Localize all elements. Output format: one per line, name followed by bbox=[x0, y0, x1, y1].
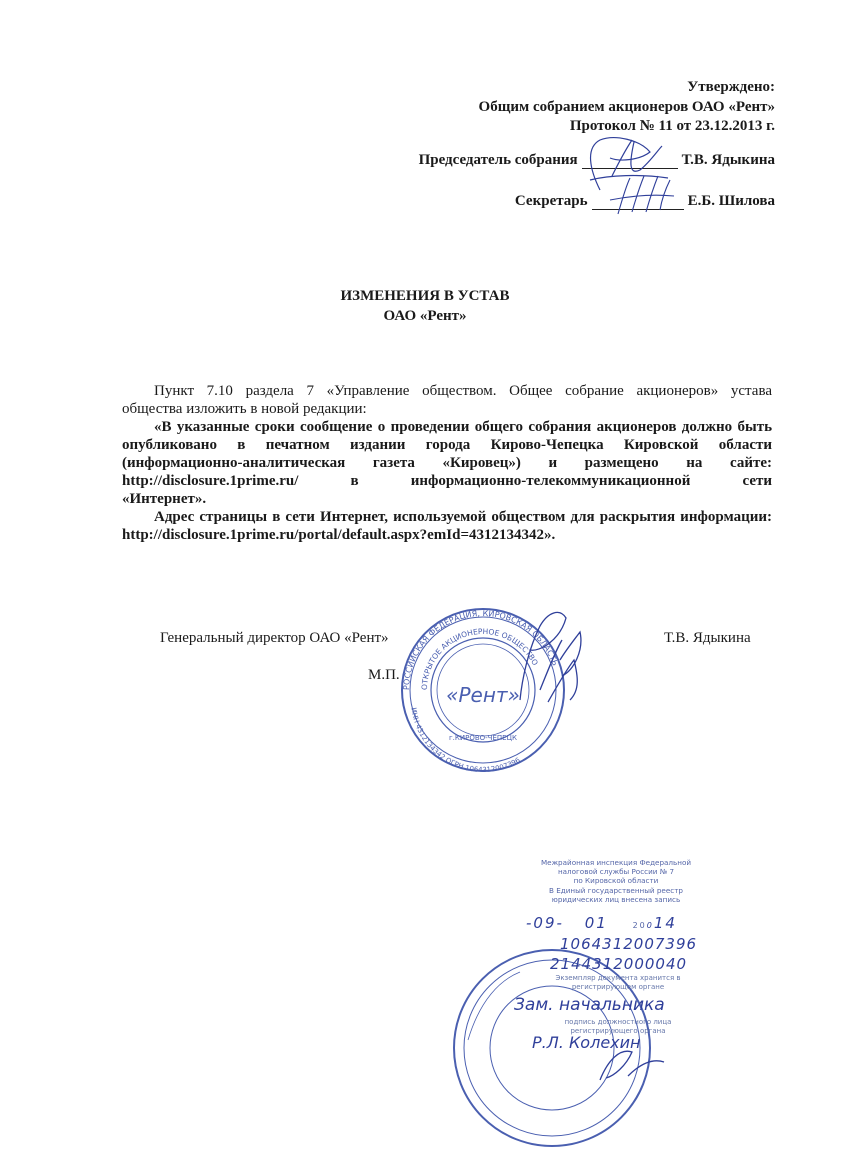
registration-year-hand: 14 bbox=[653, 914, 677, 932]
address-paragraph: Адрес страницы в сети Интернет, используемой обществом для раскрытия информации: http://disclosure.1prime.ru/portal/default.aspx?emId=4312134342». bbox=[122, 509, 772, 543]
quote-end: «Интернет». bbox=[122, 491, 207, 507]
tax-line-2: налоговой службы России № 7 bbox=[557, 867, 675, 877]
ogrn-number: 1064312007396 bbox=[560, 935, 698, 953]
registration-year-print: 20 bbox=[632, 921, 647, 930]
intro-paragraph-line-2: общества изложить в новой редакции: bbox=[122, 401, 367, 417]
quote-url-line: http://disclosure.1prime.ru/ в информационно-телекоммуникационной сети bbox=[122, 473, 772, 489]
seal-city: г.КИРОВО-ЧЕПЕЦК bbox=[449, 734, 517, 742]
seal-place-label: М.П. bbox=[368, 667, 400, 683]
registrar-position: Зам. начальника bbox=[514, 995, 665, 1015]
tax-registration-block bbox=[516, 858, 716, 904]
grn-number: 2144312000040 bbox=[550, 955, 688, 973]
tax-line-5: юридических лиц внесена запись bbox=[551, 894, 681, 904]
quote-paragraph: «В указанные сроки сообщение о проведении общего собрания акционеров должно быть опубликовано в печатном издании города Кирово-Чепецка Кировской области (информационно-аналитическая газета «Кировец») и размещено на сайте: bbox=[122, 419, 772, 471]
tax-line-1: Межрайонная инспекция Федеральной bbox=[540, 858, 692, 867]
registration-month: 01 bbox=[584, 914, 608, 932]
seal-ring-bottom: ИНН 4312134342 ОГРН 1064312007396 bbox=[409, 707, 522, 775]
approved-heading: Утверждено: bbox=[687, 79, 775, 95]
registration-day: 09 bbox=[533, 914, 557, 932]
chair-name: Т.В. Ядыкина bbox=[681, 152, 775, 168]
copy-note-line-1: Экземпляр документа хранится в bbox=[555, 974, 681, 982]
secretary-name: Е.Б. Шилова bbox=[687, 193, 775, 209]
copy-note bbox=[548, 974, 688, 992]
title-line-2: ОАО «Рент» bbox=[383, 308, 467, 324]
copy-note-line-2: регистрирующем органе bbox=[571, 983, 665, 991]
approved-by: Общим собранием акционеров ОАО «Рент» bbox=[478, 98, 775, 115]
tax-line-4: В Единый государственный реестр bbox=[549, 885, 683, 895]
registration-date: -09- 01 20014 bbox=[526, 914, 677, 932]
seal-ring-inner: ОТКРЫТОЕ АКЦИОНЕРНОЕ ОБЩЕСТВО bbox=[419, 626, 540, 691]
secretary-label: Секретарь bbox=[514, 193, 588, 209]
director-label: Генеральный директор ОАО «Рент» bbox=[160, 630, 389, 646]
seal-ring-top: РОССИЙСКАЯ ФЕДЕРАЦИЯ, КИРОВСКАЯ ОБЛАСТЬ bbox=[401, 608, 560, 691]
seal-center: «Рент» bbox=[446, 683, 520, 707]
protocol-line: Протокол № 11 от 23.12.2013 г. bbox=[569, 118, 775, 134]
signature-note-line-1: подпись должностного лица bbox=[564, 1018, 672, 1026]
company-seal-icon bbox=[402, 609, 564, 774]
intro-paragraph-line-1: Пункт 7.10 раздела 7 «Управление обществом. Общее собрание акционеров» устава bbox=[154, 383, 772, 399]
director-name: Т.В. Ядыкина bbox=[664, 630, 751, 646]
signature-note-line-2: регистрирующего органа bbox=[570, 1027, 666, 1035]
tax-line-3: по Кировской области bbox=[573, 876, 659, 886]
registrar-signature-icon bbox=[600, 1051, 664, 1080]
title-line-1: ИЗМЕНЕНИЯ В УСТАВ bbox=[340, 288, 510, 304]
chair-signature-icon bbox=[590, 138, 668, 190]
secretary-signature-icon bbox=[610, 176, 674, 214]
chair-label: Председатель собрания bbox=[418, 152, 578, 168]
registrar-name: Р.Л. Колехин bbox=[532, 1033, 641, 1052]
